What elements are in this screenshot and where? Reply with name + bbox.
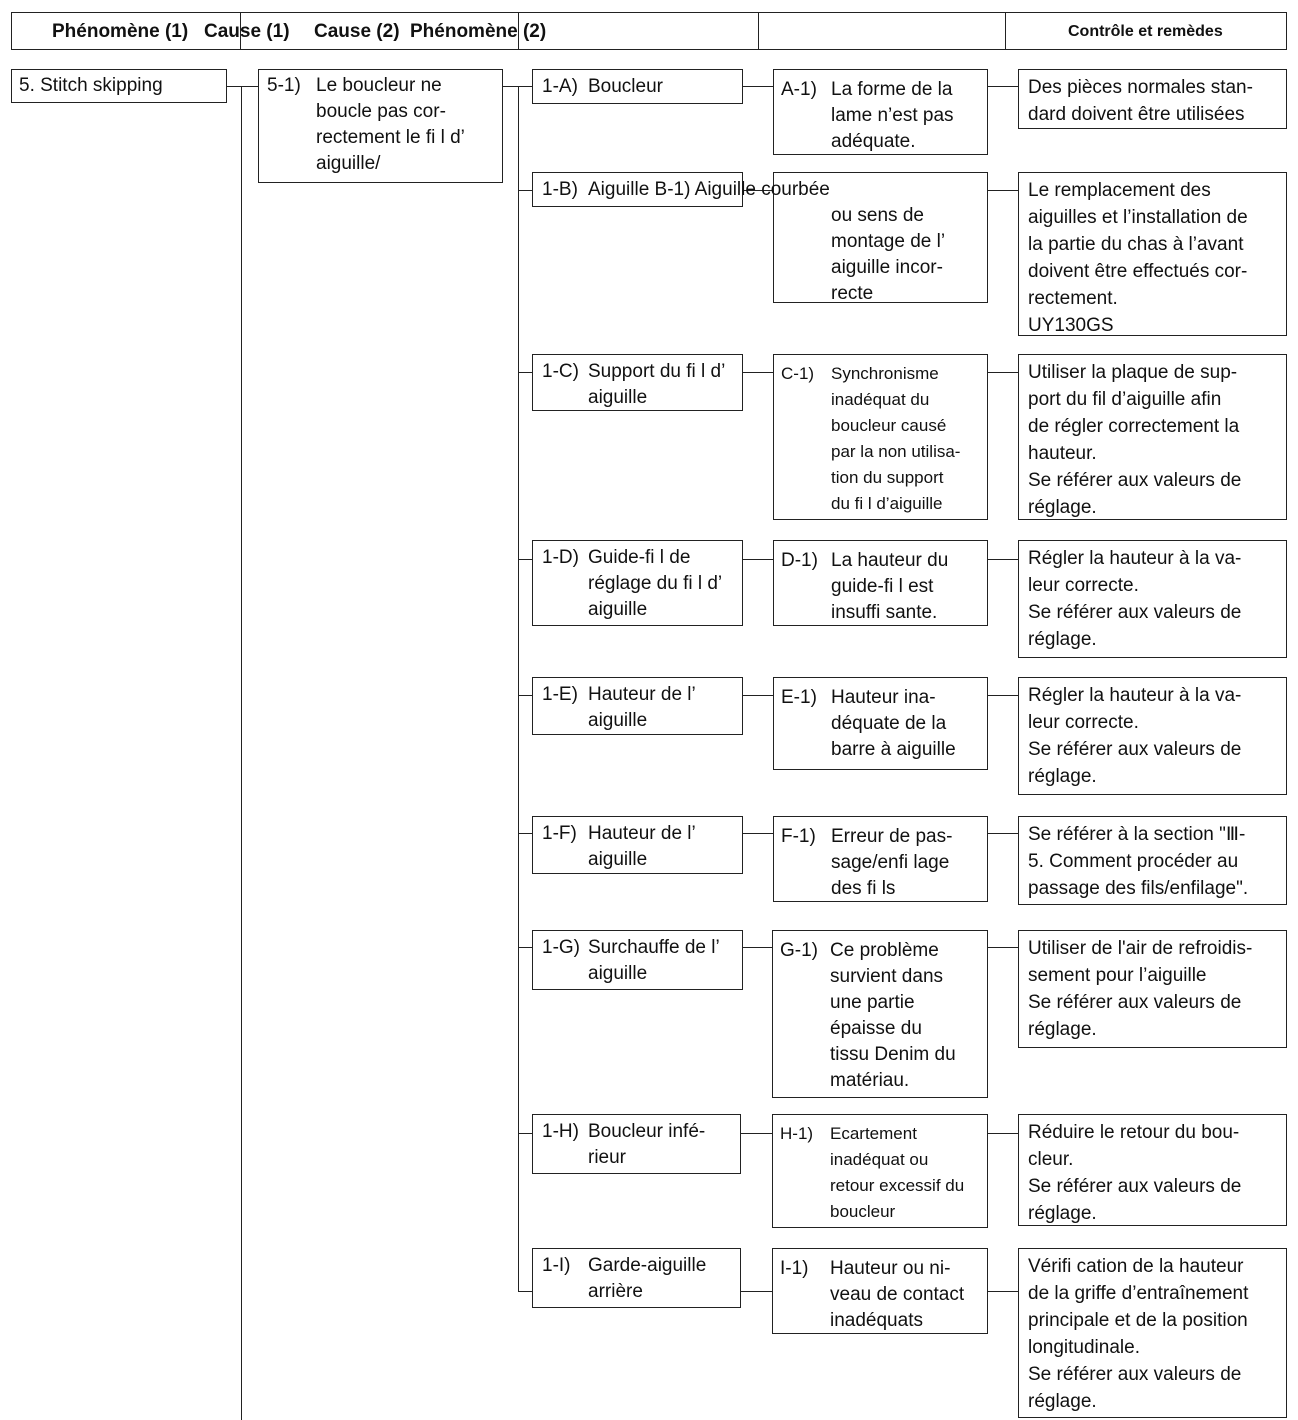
cause2-number: 1-F)	[542, 823, 577, 844]
phenomenon2-line: aiguille incor-	[831, 257, 943, 278]
remedy-box	[1018, 1114, 1287, 1226]
connector-line	[518, 559, 532, 560]
cause1-line: boucle pas cor-	[316, 101, 446, 122]
remedy-line: sement pour l’aiguille	[1028, 965, 1207, 986]
remedy-line: Le remplacement des	[1028, 180, 1211, 201]
phenomenon2-box	[773, 540, 988, 626]
cause2-line: Surchauffe de l’	[588, 937, 720, 958]
remedy-line: Se référer aux valeurs de	[1028, 1176, 1242, 1197]
phenomenon2-number: C-1)	[781, 364, 815, 383]
cause2-box	[532, 930, 743, 990]
connector-line	[988, 559, 1018, 560]
connector-line	[518, 372, 532, 373]
remedy-line: Régler la hauteur à la va-	[1028, 548, 1242, 569]
cause2-box	[532, 69, 743, 104]
phenomenon2-line: La hauteur du	[831, 550, 949, 571]
remedy-line: leur correcte.	[1028, 575, 1139, 596]
connector-line	[741, 1291, 772, 1292]
phenomenon2-box	[773, 354, 988, 520]
phenomenon2-line: tion du support	[831, 468, 944, 487]
phenomenon2-line: Ce problème	[830, 940, 939, 961]
remedy-line: Se référer aux valeurs de	[1028, 1364, 1242, 1385]
phenomenon2-line: recte	[831, 283, 874, 304]
connector-line	[988, 190, 1018, 191]
connector-line	[518, 833, 532, 834]
remedy-line: longitudinale.	[1028, 1337, 1140, 1358]
connector-line	[518, 695, 532, 696]
phenomenon2-line: Ecartement	[830, 1124, 917, 1143]
cause2-line: aiguille	[588, 710, 648, 731]
cause2-line: aiguille	[588, 849, 648, 870]
header-cause-1: Cause (1)	[204, 21, 290, 42]
connector-line	[518, 1291, 532, 1292]
cause2-line: Garde-aiguille	[588, 1255, 707, 1276]
remedy-line: doivent être effectués cor-	[1028, 261, 1248, 282]
remedy-line: port du fil d’aiguille afin	[1028, 389, 1222, 410]
phenomenon2-number: G-1)	[780, 940, 818, 961]
phenomenon2-line: du fi l d’aiguille	[831, 494, 943, 513]
header-phenomenon-2: Phénomène (2)	[410, 21, 547, 42]
connector-line	[518, 1133, 532, 1134]
cause1-line: Le boucleur ne	[316, 75, 442, 96]
connector-line	[743, 947, 772, 948]
cause1-line: aiguille/	[316, 153, 381, 174]
phenomenon2-box	[772, 930, 988, 1098]
phenomenon2-line: Hauteur ou ni-	[830, 1258, 951, 1279]
connector-line	[988, 947, 1018, 948]
remedy-line: 5. Comment procéder au	[1028, 851, 1239, 872]
connector-line	[988, 86, 1018, 87]
cause2-number: 1-I)	[542, 1255, 571, 1276]
remedy-line: réglage.	[1028, 1019, 1097, 1040]
header-phenomenon-1: Phénomène (1)	[52, 21, 189, 42]
phenomenon2-line: des fi ls	[831, 878, 896, 899]
phenomenon2-line: tissu Denim du	[830, 1044, 956, 1065]
connector-line	[743, 695, 773, 696]
cause2-line: Boucleur	[588, 76, 663, 97]
phenomenon2-box	[773, 816, 988, 902]
phenomenon2-line: La forme de la	[831, 79, 953, 100]
remedy-line: principale et de la position	[1028, 1310, 1248, 1331]
cause2-line: arrière	[588, 1281, 643, 1302]
remedy-line: dard doivent être utilisées	[1028, 104, 1245, 125]
cause2-number: 1-G)	[542, 937, 580, 958]
cause2-line: Support du fi l d’	[588, 361, 726, 382]
connector-line	[743, 86, 773, 87]
phenomenon2-number: I-1)	[780, 1258, 809, 1279]
connector-line	[518, 190, 532, 191]
cause2-number: 1-E)	[542, 684, 578, 705]
phenomenon2-line: Erreur de pas-	[831, 826, 953, 847]
remedy-line: rectement.	[1028, 288, 1118, 309]
remedy-line: de la griffe d’entraînement	[1028, 1283, 1249, 1304]
remedy-line: Utiliser de l'air de refroidis-	[1028, 938, 1253, 959]
phenomenon2-line: matériau.	[830, 1070, 910, 1091]
cause2-line: Boucleur infé-	[588, 1121, 706, 1142]
phenomenon2-box	[773, 69, 988, 155]
trunk-line	[241, 86, 242, 1420]
remedy-line: Se référer aux valeurs de	[1028, 602, 1242, 623]
cause2-line: Aiguille B-1) Aiguille courbée	[588, 179, 830, 200]
branch-line	[518, 86, 519, 1292]
cause2-number: 1-D)	[542, 547, 579, 568]
phenomenon2-box	[772, 1114, 988, 1228]
remedy-box	[1018, 1248, 1287, 1418]
cause2-box	[532, 816, 743, 874]
connector-line	[988, 695, 1018, 696]
cause2-box	[532, 1248, 741, 1308]
remedy-line: passage des fils/enfilage".	[1028, 878, 1249, 899]
connector-line	[227, 86, 241, 87]
remedy-line: leur correcte.	[1028, 712, 1139, 733]
header-divider	[1005, 13, 1006, 49]
phenomenon2-number: D-1)	[781, 550, 818, 571]
cause2-line: aiguille	[588, 963, 648, 984]
cause2-box	[532, 172, 830, 207]
phenomenon2-number: H-1)	[780, 1124, 814, 1143]
remedy-box	[1018, 930, 1287, 1048]
connector-line	[503, 86, 518, 87]
remedy-line: aiguilles et l’installation de	[1028, 207, 1248, 228]
remedy-line: Se référer aux valeurs de	[1028, 739, 1242, 760]
remedy-line: Utiliser la plaque de sup-	[1028, 362, 1238, 383]
remedy-line: Vérifi cation de la hauteur	[1028, 1256, 1244, 1277]
phenomenon2-line: Hauteur ina-	[831, 687, 936, 708]
phenomenon-label: 5. Stitch skipping	[19, 75, 163, 96]
remedy-box	[1018, 540, 1287, 658]
cause2-line: aiguille	[588, 387, 648, 408]
cause1-number: 5-1)	[267, 75, 301, 96]
cause1-line: rectement le fi l d’	[316, 127, 465, 148]
remedy-line: réglage.	[1028, 1203, 1097, 1224]
remedy-box	[1018, 354, 1287, 520]
cause2-number: 1-C)	[542, 361, 579, 382]
connector-line	[743, 559, 773, 560]
remedy-box	[1018, 816, 1287, 905]
phenomenon2-line: une partie	[830, 992, 915, 1013]
remedy-line: hauteur.	[1028, 443, 1097, 464]
phenomenon2-line: adéquate.	[831, 131, 916, 152]
table-header	[11, 12, 1287, 50]
cause2-number: 1-H)	[542, 1121, 579, 1142]
connector-line	[741, 1133, 772, 1134]
cause2-line: Hauteur de l’	[588, 823, 696, 844]
remedy-line: réglage.	[1028, 1391, 1097, 1412]
phenomenon2-line: inadéquats	[830, 1310, 923, 1331]
header-remedies: Contrôle et remèdes	[1068, 23, 1223, 40]
remedy-box	[1018, 69, 1287, 129]
cause2-line: Guide-fi l de	[588, 547, 691, 568]
remedy-line: réglage.	[1028, 629, 1097, 650]
phenomenon-box	[11, 69, 227, 103]
phenomenon2-line: boucleur	[830, 1202, 896, 1221]
cause1-box	[258, 69, 503, 183]
remedy-line: la partie du chas à l’avant	[1028, 234, 1244, 255]
remedy-box	[1018, 172, 1287, 336]
cause2-line: réglage du fi l d’	[588, 573, 723, 594]
phenomenon2-number: A-1)	[781, 79, 817, 100]
connector-line	[241, 86, 258, 87]
header-divider	[758, 13, 759, 49]
connector-line	[988, 1291, 1018, 1292]
phenomenon2-line: survient dans	[830, 966, 944, 987]
phenomenon2-line: épaisse du	[830, 1018, 922, 1039]
phenomenon2-line: lame n’est pas	[831, 105, 954, 126]
remedy-line: Régler la hauteur à la va-	[1028, 685, 1242, 706]
phenomenon2-line: sage/enfi lage	[831, 852, 950, 873]
phenomenon2-line: inadéquat du	[831, 390, 930, 409]
connector-line	[743, 372, 773, 373]
phenomenon2-line: ou sens de	[831, 205, 924, 226]
cause2-line: rieur	[588, 1147, 627, 1168]
remedy-line: Réduire le retour du bou-	[1028, 1122, 1240, 1143]
phenomenon2-line: veau de contact	[830, 1284, 965, 1305]
remedy-line: réglage.	[1028, 766, 1097, 787]
connector-line	[988, 1133, 1018, 1134]
connector-line	[988, 372, 1018, 373]
cause2-number: 1-A)	[542, 76, 578, 97]
remedy-line: UY130GS	[1028, 315, 1114, 336]
connector-line	[518, 86, 532, 87]
cause2-box	[532, 354, 743, 411]
phenomenon2-line: par la non utilisa-	[831, 442, 961, 461]
remedy-line: de régler correctement la	[1028, 416, 1240, 437]
phenomenon2-line: montage de l’	[831, 231, 946, 252]
phenomenon2-line: barre à aiguille	[831, 739, 956, 760]
cause2-line: aiguille	[588, 599, 648, 620]
cause2-number: 1-B)	[542, 179, 578, 200]
remedy-line: Se référer aux valeurs de	[1028, 992, 1242, 1013]
phenomenon2-number: F-1)	[781, 826, 816, 847]
phenomenon2-line: insuffi sante.	[831, 602, 938, 623]
header-cause-2: Cause (2)	[314, 21, 400, 42]
remedy-line: cleur.	[1028, 1149, 1074, 1170]
remedy-line: Se référer aux valeurs de	[1028, 470, 1242, 491]
connector-line	[743, 833, 773, 834]
connector-line	[988, 833, 1018, 834]
phenomenon2-line: retour excessif du	[830, 1176, 965, 1195]
phenomenon2-line: boucleur causé	[831, 416, 947, 435]
remedy-box	[1018, 677, 1287, 795]
remedy-line: réglage.	[1028, 497, 1097, 518]
cause2-line: Hauteur de l’	[588, 684, 696, 705]
phenomenon2-line: Synchronisme	[831, 364, 939, 383]
phenomenon2-box	[773, 677, 988, 770]
cause2-box	[532, 1114, 741, 1174]
remedy-line: Des pièces normales stan-	[1028, 77, 1253, 98]
phenomenon2-number: E-1)	[781, 687, 817, 708]
phenomenon2-line: guide-fi l est	[831, 576, 934, 597]
phenomenon2-box	[772, 1248, 988, 1334]
cause2-box	[532, 677, 743, 735]
remedy-line: Se référer à la section "Ⅲ-	[1028, 824, 1246, 845]
cause2-box	[532, 540, 743, 626]
phenomenon2-line: déquate de la	[831, 713, 947, 734]
phenomenon2-line: inadéquat ou	[830, 1150, 929, 1169]
connector-line	[518, 947, 532, 948]
